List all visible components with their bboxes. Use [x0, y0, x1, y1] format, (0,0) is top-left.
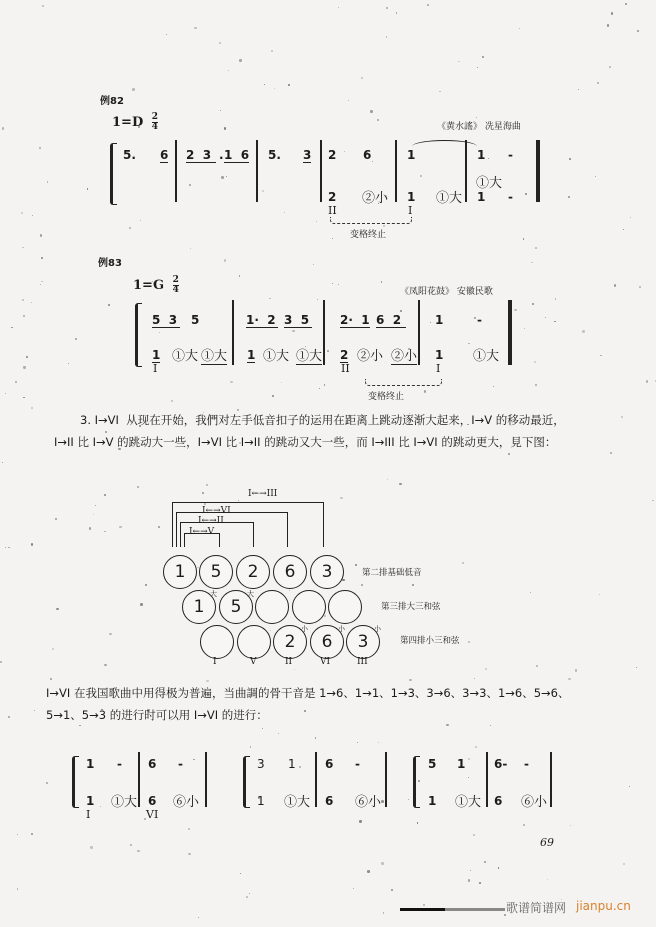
note: 2 [328, 148, 337, 162]
major-chord-button-empty [328, 590, 362, 624]
bass-button-5: 5 [199, 555, 233, 589]
note: 1 [477, 190, 486, 204]
barline [323, 300, 325, 365]
roman-numeral: I [436, 362, 441, 375]
watermark-text: 歌谱简谱网 [506, 901, 567, 915]
rest-dash: - [508, 190, 513, 204]
chord-button: ①大 [172, 349, 199, 364]
rest-dash: - [508, 148, 513, 162]
minor-chord-button-empty [200, 625, 234, 659]
chord-button: ①大 [473, 349, 500, 364]
watermark-url: jianpu.cn [576, 899, 631, 913]
note: 2 [328, 190, 337, 204]
cadence-brace [330, 217, 412, 224]
bracket-label-i-vi: I←→VI [202, 506, 231, 516]
page-number: 69 [540, 836, 554, 849]
note-group: 3 5 [284, 313, 312, 328]
chord-button: ①大 [263, 349, 290, 364]
row-label-minor-chords: 第四排小三和弦 [400, 636, 460, 646]
barline [256, 140, 258, 202]
time-signature: $\frac{2}{4}$ [151, 112, 159, 132]
chord-button: ①大 [201, 345, 227, 365]
note: 6 [363, 148, 372, 162]
minor-chord-button-empty [237, 625, 271, 659]
key-signature: 1=G [133, 278, 165, 293]
note: 1 [435, 313, 444, 327]
note-group: 1· 2 [246, 313, 278, 328]
time-signature: $\frac{2}{4}$ [172, 275, 179, 295]
note: 6 [160, 148, 169, 162]
major-chord-button-empty [292, 590, 326, 624]
chord-button: ①大 [296, 345, 322, 365]
note: 1 [152, 348, 161, 362]
roman-numeral: VI [320, 657, 331, 667]
chord-button: ②小 [391, 345, 417, 365]
roman-numeral: II [285, 657, 293, 667]
cadence-brace [365, 379, 442, 386]
roman-numeral: I [153, 362, 158, 375]
scan-smear [400, 908, 445, 911]
rest-dash: - [477, 313, 482, 327]
staff-brace [135, 303, 142, 367]
barline [175, 140, 177, 202]
chord-button: ①大 [436, 191, 463, 206]
roman-numeral: V [250, 657, 257, 667]
major-chord-button-1: 1 大 [182, 590, 216, 624]
bass-button-6: 6 [273, 555, 307, 589]
note-group: 6 2 [376, 313, 406, 328]
paragraph-text: 从现在开始，我們对左手低音扣子的运用在距离上跳动逐渐大起来，I→V 的移动最近，I→II 比 I→V 的跳动大一些，I→VI 比 I→II 的跳动又大一些，而 I→III 比 I→VI 的跳动更大，見下图： [54, 413, 565, 449]
roman-numeral: II [328, 204, 337, 217]
example-83-source: 《凤阳花鼓》 安徽民歌 [400, 287, 493, 297]
paragraph-jumps [54, 409, 574, 453]
note: 1 [477, 148, 486, 162]
chord-button: ①大 [476, 176, 503, 191]
minor-chord-button-6: 6 小 [310, 625, 344, 659]
roman-numeral: I [408, 204, 413, 217]
chord-button: ②小 [357, 349, 384, 364]
barline [418, 300, 420, 365]
note: 1 [435, 348, 444, 362]
bass-button-1: 1 [163, 555, 197, 589]
final-barline [508, 300, 512, 365]
minor-chord-button-2: 2 小 [273, 625, 307, 659]
note-group: 1 6 [224, 148, 250, 162]
barline [320, 140, 322, 202]
roman-numeral: I [213, 657, 217, 667]
tie [412, 140, 477, 153]
note-dot: . [219, 148, 224, 162]
example-83-key [133, 276, 179, 295]
roman-numeral: III [357, 657, 368, 667]
bracket-label-i-iii: I←→III [248, 489, 278, 499]
paragraph-usage: I→VI 在我国歌曲中用得极为普遍，当曲調的骨干音是 1→6、1→1、1→3、3→6、3→3、1→6、5→6、5→1、5→3 的进行时可以用 I→VI 的进行： [46, 686, 570, 722]
barline [232, 300, 234, 365]
key-signature: 1=D [112, 115, 144, 130]
major-chord-button-5: 5 大 [219, 590, 253, 624]
cadence-caption: 变格终止 [368, 392, 405, 402]
bass-button-2: 2 [236, 555, 270, 589]
note: 5 [191, 313, 200, 327]
example-82-key [112, 113, 158, 132]
note: 5. [123, 148, 136, 162]
note-group: 2· 1 [340, 313, 370, 327]
row-label-major-chords: 第三排大三和弦 [381, 602, 441, 612]
note: 1 [407, 190, 416, 204]
note: 1 [407, 148, 416, 162]
barline [395, 140, 397, 202]
section-heading: 3. I→VI [80, 413, 119, 427]
note-group: 2 3 [186, 148, 216, 163]
note: 5. [268, 148, 281, 162]
minor-chord-button-3: 3 小 [346, 625, 380, 659]
roman-numeral: II [341, 362, 350, 375]
staff-brace [110, 143, 117, 205]
note-group: 5 3 [152, 313, 180, 328]
bass-button-3: 3 [310, 555, 344, 589]
cadence-caption: 变格终止 [350, 230, 387, 240]
example-82-label: 例82 [100, 96, 124, 107]
major-chord-button-empty [255, 590, 289, 624]
note: 1 [247, 348, 256, 362]
bracket-label-i-v: I←→V [189, 527, 215, 537]
note: 2 [340, 348, 349, 362]
example-83-label: 例83 [98, 258, 122, 269]
example-82-source: 《黄水謠》 冼星海曲 [437, 122, 521, 132]
note: 3 [303, 148, 312, 162]
scan-smear [445, 908, 505, 911]
bracket-label-i-ii: I←→II [198, 516, 224, 526]
chord-button: ②小 [362, 191, 389, 206]
row-label-basic-bass: 第二排基础低音 [362, 568, 422, 578]
final-barline [536, 140, 540, 202]
